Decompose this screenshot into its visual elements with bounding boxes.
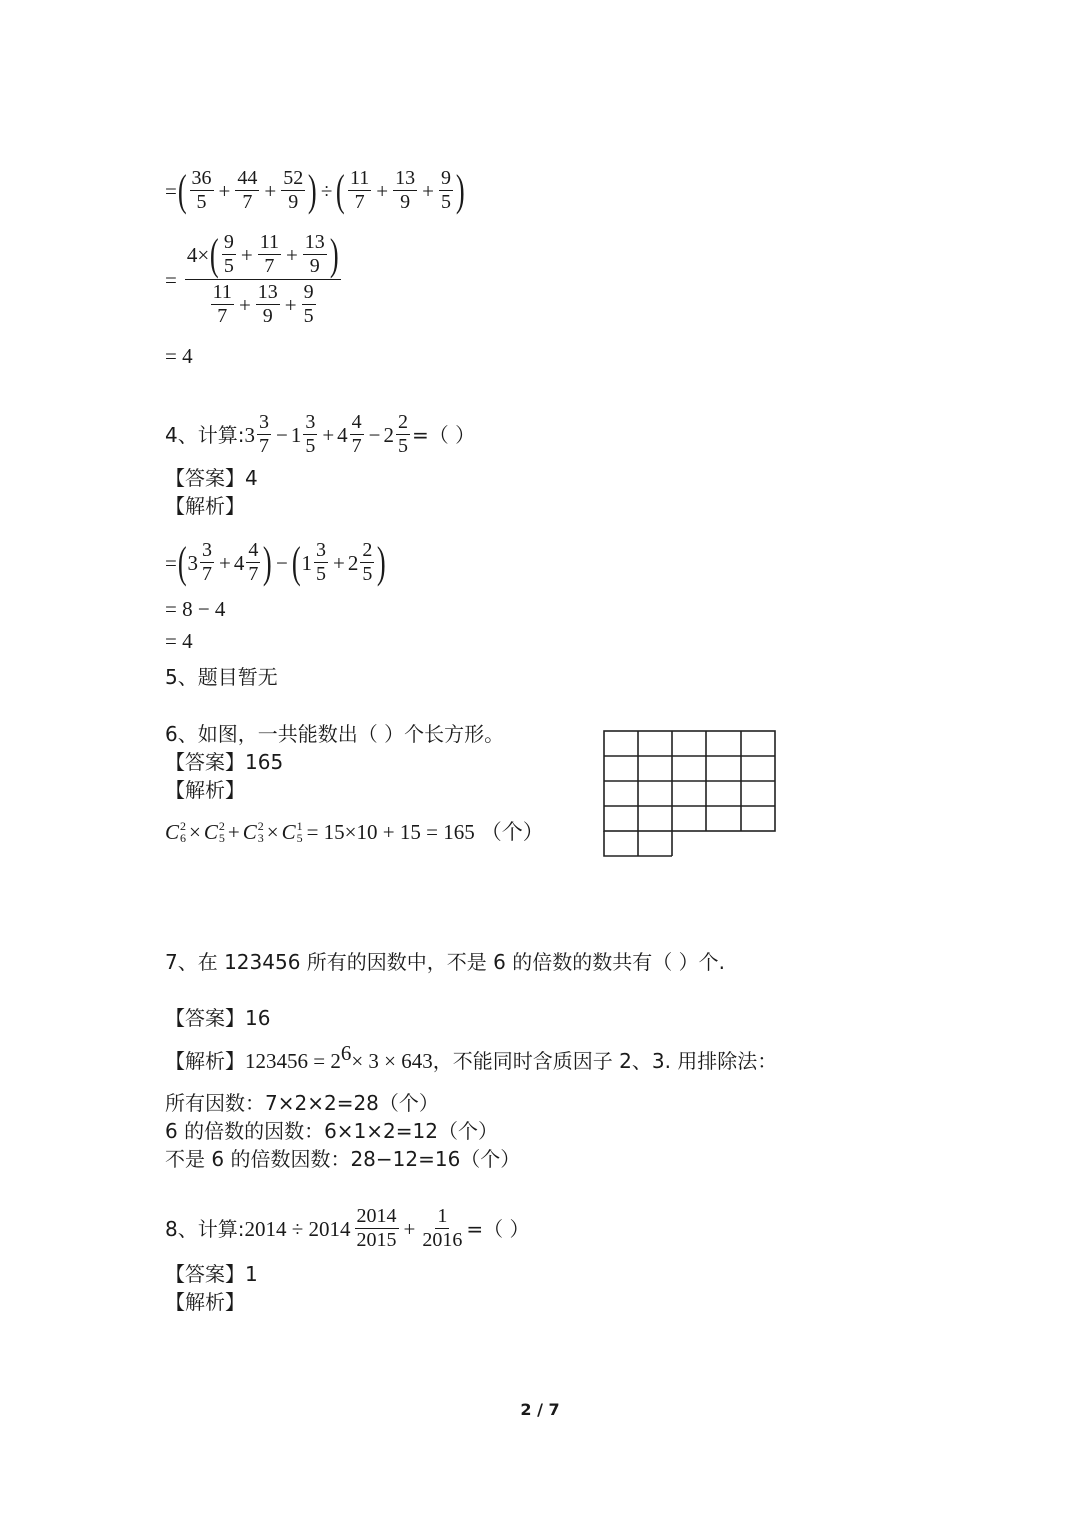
q6-formula: C 2 6 × C 2 5 + C 2 3 × C 1 5 = 15×10 + 15 = 165 （个）	[165, 819, 544, 845]
q3-result: = 4	[165, 344, 193, 368]
q6-analysis-label: 【解析】	[165, 778, 245, 802]
q7-answer: 【答案】 16	[165, 1006, 271, 1030]
q5-text: 5、题目暂无	[165, 665, 278, 689]
fraction: $\frac{36}{5}$	[191, 167, 212, 213]
q6-answer: 【答案】 165	[165, 750, 284, 774]
fraction: $\frac{9}{5}$	[440, 167, 451, 213]
q7-line-1: 所有因数：7×2×2=28（个）	[165, 1091, 439, 1115]
q8-question: 8、计算: 2014 ÷ 2014 $\frac{2014}{2015}$ + $\frac{1}{2016}$ =（ ）	[165, 1205, 530, 1251]
q7-analysis: 【解析】 123456 = 2 $^6$ × 3 × 643 ，不能同时含质因子 2、3. 用排除法：	[165, 1041, 778, 1073]
q4-step-1: = ( 3 $\frac{3}{7}$ + 4 $\frac{4}{7}$ ) − ( 1 $\frac{3}{5}$ + 2 $\frac{2}{5}$ )	[165, 537, 387, 587]
rectangle-grid-figure	[603, 730, 779, 860]
q7-line-2: 6 的倍数的因数：6×1×2=12（个）	[165, 1119, 498, 1143]
q4-step-2: = 8 − 4	[165, 597, 226, 621]
q4-step-3: = 4	[165, 629, 193, 653]
q4-question: 4、计算: 3 $\frac{3}{7}$ − 1 $\frac{3}{5}$ + 4 $\frac{4}{7}$ − 2 $\frac{2}{5}$ =（ ）	[165, 411, 476, 457]
q7-question: 7、在 123456 所有的因数中，不是 6 的倍数的数共有（ ）个.	[165, 950, 725, 974]
q6-question: 6、如图，一共能数出（ ）个长方形。	[165, 722, 505, 746]
q8-analysis-label: 【解析】	[165, 1290, 245, 1314]
q4-answer: 【答案】 4	[165, 466, 258, 490]
fraction: $\frac{11}{7}$	[350, 167, 370, 213]
compound-fraction: 4× ( $\frac{9}{5}$ + $\frac{11}{7}$ + $\frac{13}{9}$ ) $\frac{11}{7}$ + $\frac{13}{9}$ + $\frac{9}{5}$	[185, 232, 342, 327]
q7-line-3: 不是 6 的倍数因数：28−12=16（个）	[165, 1147, 521, 1171]
page-number: 2 / 7	[520, 1400, 560, 1419]
q4-analysis-label: 【解析】	[165, 494, 245, 518]
q3-step-1: = ( $\frac{36}{5}$ + $\frac{44}{7}$ + $\frac{52}{9}$ ) ÷ ( $\frac{11}{7}$ + $\frac{13}{9}$ + $\frac{9}{5}$ )	[165, 165, 465, 215]
fraction: $\frac{52}{9}$	[283, 167, 304, 213]
q8-answer: 【答案】 1	[165, 1262, 258, 1286]
fraction: $\frac{44}{7}$	[237, 167, 258, 213]
fraction: $\frac{13}{9}$	[395, 167, 416, 213]
q3-step-2: = 4× ( $\frac{9}{5}$ + $\frac{11}{7}$ + $\frac{13}{9}$ ) $\frac{11}{7}$ + $\frac{13}{9}$ + $\frac{9}{5}$	[165, 232, 341, 327]
